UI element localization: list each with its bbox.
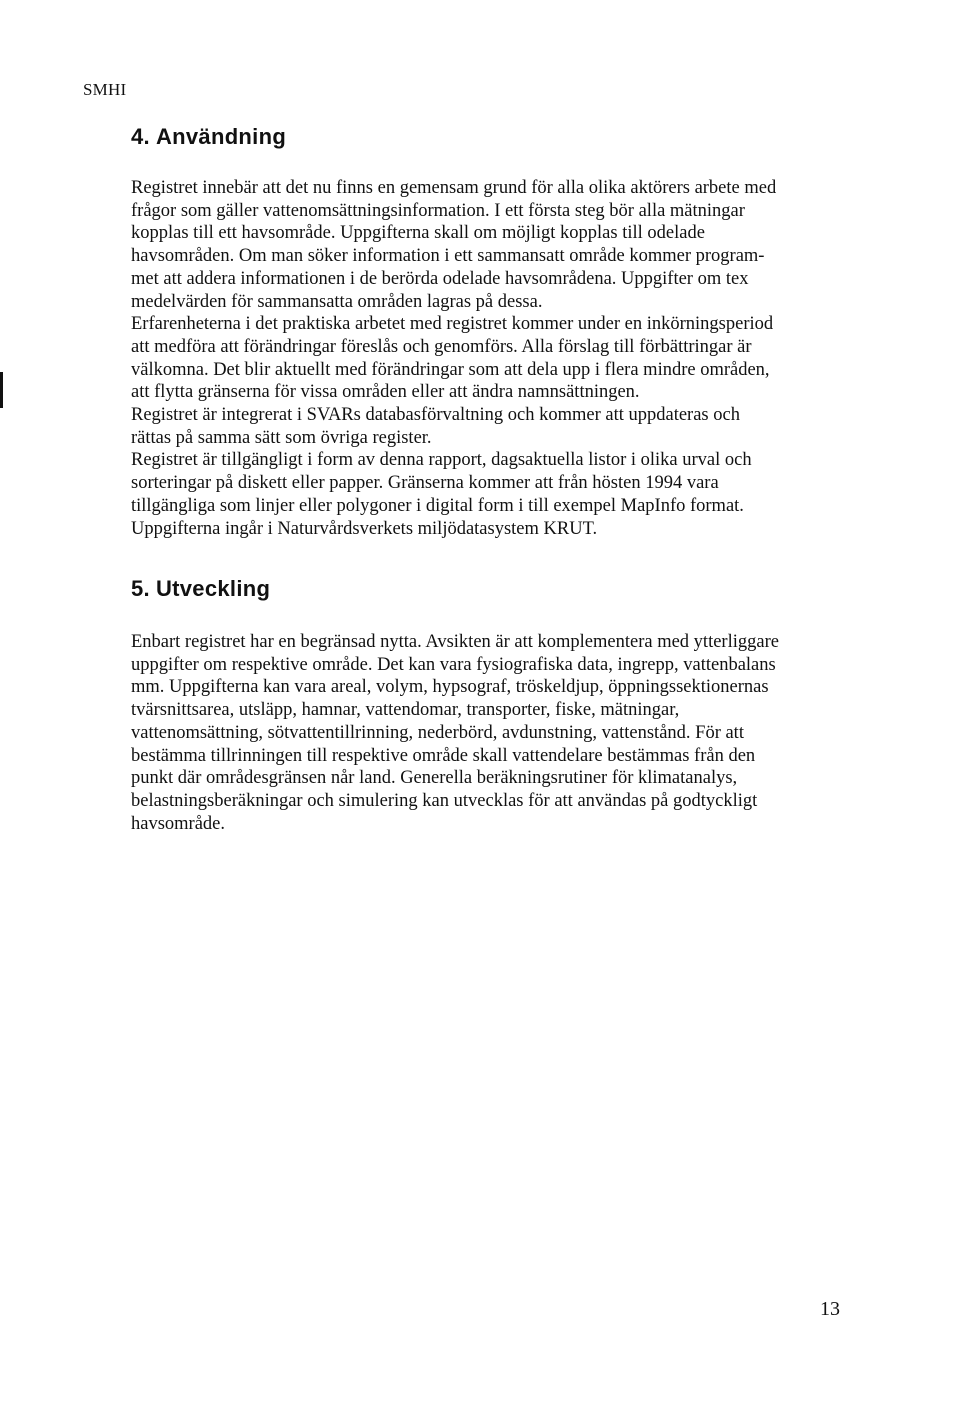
text-line: Uppgifterna ingår i Naturvårdsverkets miljödatasystem KRUT. bbox=[131, 518, 598, 539]
text-line: Registret innebär att det nu finns en gemensam grund för alla olika aktörers arbete med bbox=[131, 178, 777, 198]
section-heading bbox=[131, 576, 851, 616]
text-line: välkomna. Det blir aktuellt med förändringar som att dela upp i flera mindre områden, bbox=[131, 359, 770, 380]
page-number: 13 bbox=[820, 1298, 840, 1320]
section-number: 4. bbox=[131, 124, 150, 149]
text-line: medelvärden för sammansatta områden lagras på dessa. bbox=[131, 291, 543, 312]
text-line: att flytta gränserna för vissa områden eller att ändra namnsättningen. bbox=[131, 382, 640, 403]
text-line: bestämma tillrinningen till respektive område skall vattendelare bestämmas från den bbox=[131, 745, 756, 766]
text-line: punkt där områdesgränsen når land. Generella beräkningsrutiner för klimatanalys, bbox=[131, 768, 738, 789]
text-line: vattenomsättning, sötvattentillrinning, nederbörd, avdunstning, vattenstånd. För att bbox=[131, 722, 744, 743]
text-line: havsområde. bbox=[131, 813, 226, 834]
section-anvandning bbox=[131, 124, 851, 540]
text-line: mm. Uppgifterna kan vara areal, volym, hypsograf, tröskeldjup, öppningssektionernas bbox=[131, 677, 769, 698]
section-number: 5. bbox=[131, 576, 150, 601]
text-line: kopplas till ett havsområde. Uppgifterna skall om möjligt kopplas till odelade bbox=[131, 223, 705, 244]
text-line: havsområden. Om man söker information i ett sammansatt område kommer program- bbox=[131, 246, 765, 267]
section-body bbox=[131, 177, 851, 540]
header-label: SMHI bbox=[83, 80, 127, 99]
text-line: Enbart registret har en begränsad nytta. Avsikten är att komplementera med ytterliggare bbox=[131, 632, 779, 652]
text-line: met att addera informationen i de berörda odelade havsområdena. Uppgifter om tex bbox=[131, 268, 749, 289]
text-line: tvärsnittsarea, utsläpp, hamnar, vattendomar, transporter, fiske, mätningar, bbox=[131, 700, 680, 721]
text-line: Registret är tillgängligt i form av denna rapport, dagsaktuella listor i olika urval och bbox=[131, 450, 752, 471]
text-line: frågor som gäller vattenomsättningsinformation. I ett första steg bör alla mätningar bbox=[131, 200, 745, 221]
text-line: att medföra att förändringar föreslås och genomförs. Alla förslag till förbättringar är bbox=[131, 336, 752, 357]
text-line: tillgängliga som linjer eller polygoner i digital form i till exempel MapInfo format. bbox=[131, 495, 744, 516]
text-line: uppgifter om respektive område. Det kan vara fysiografiska data, ingrepp, vattenbalans bbox=[131, 654, 776, 675]
section-title: Utveckling bbox=[155, 576, 271, 601]
text-line: sorteringar på diskett eller papper. Gränserna kommer att från hösten 1994 vara bbox=[131, 473, 719, 494]
section-title: Användning bbox=[155, 124, 287, 149]
text-line: belastningsberäkningar och simulering kan utvecklas för att användas på godtyckligt bbox=[131, 790, 758, 811]
text-line: rättas på samma sätt som övriga register. bbox=[131, 427, 432, 448]
scan-edge-mark bbox=[0, 372, 3, 408]
section-body bbox=[131, 631, 851, 835]
text-line: Erfarenheterna i det praktiska arbetet med registret kommer under en inkörningsperiod bbox=[131, 314, 774, 335]
section-heading bbox=[131, 124, 851, 164]
text-line: Registret är integrerat i SVARs databasförvaltning och kommer att uppdateras och bbox=[131, 405, 740, 426]
section-utveckling bbox=[131, 576, 851, 835]
